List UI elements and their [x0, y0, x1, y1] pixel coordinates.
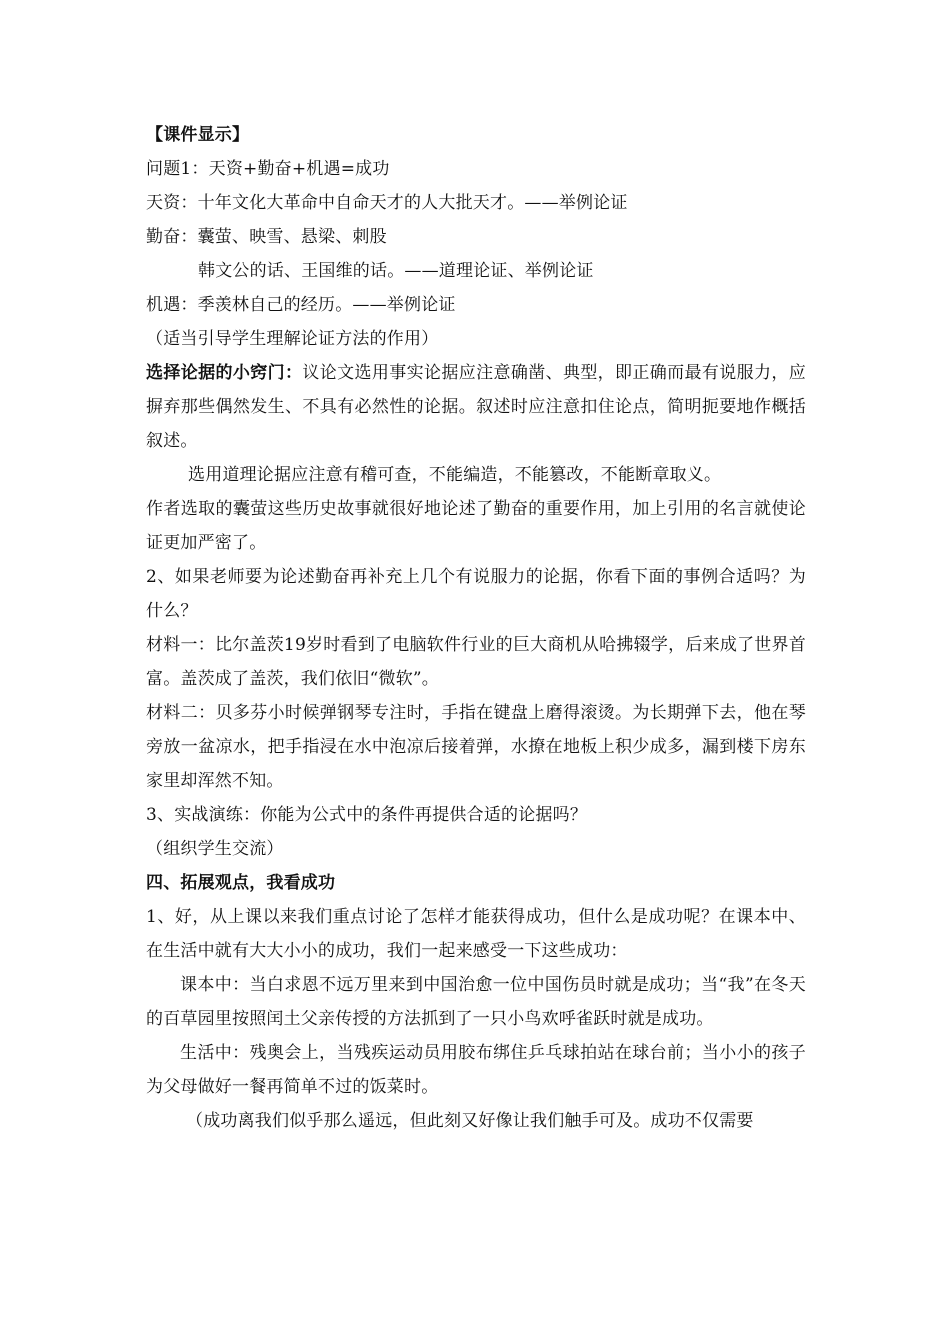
- note-1: （适当引导学生理解论证方法的作用）: [146, 329, 439, 349]
- question-1: 问题1：天资+勤奋+机遇=成功: [146, 159, 390, 179]
- line-qinfen: 勤奋：囊萤、映雪、悬梁、刺股: [146, 227, 387, 247]
- tip-text: 议论文选用事实论据应注意确凿、典型，即正确而最有说服力，应摒弃那些偶然发生、不具有必然性的论据。叙述时应注意扣住论点，简明扼要地作概括叙述。: [146, 363, 806, 451]
- line-tianzi: 天资：十年文化大革命中自命天才的人大批天才。——举例论证: [146, 193, 628, 213]
- section-4-heading: 四、拓展观点，我看成功: [146, 873, 336, 893]
- note-2: （组织学生交流）: [146, 839, 284, 859]
- question-3: 3、实战演练：你能为公式中的条件再提供合适的论据吗？: [146, 805, 588, 825]
- document-body: [146, 118, 806, 1138]
- section-heading: 【课件显示】: [146, 125, 250, 145]
- paragraph-life: 生活中：残奥会上，当残疾运动员用胶布绑住乒乓球拍站在球台前；当小小的孩子为父母做好一餐再简单不过的饭菜时。: [146, 1043, 806, 1097]
- line-qinfen-cont: 韩文公的话、王国维的话。——道理论证、举例论证: [198, 261, 594, 281]
- material-1: 材料一：比尔盖茨19岁时看到了电脑软件行业的巨大商机从哈拂辍学，后来成了世界首富。盖茨成了盖茨，我们依旧“微软”。: [146, 635, 806, 689]
- paragraph-1: 1、好，从上课以来我们重点讨论了怎样才能获得成功，但什么是成功呢？在课本中、在生活中就有大大小小的成功，我们一起来感受一下这些成功：: [146, 907, 806, 961]
- material-2: 材料二：贝多芬小时候弹钢琴专注时，手指在键盘上磨得滚烫。为长期弹下去，他在琴旁放一盆凉水，把手指浸在水中泡凉后接着弹，水撩在地板上积少成多，漏到楼下房东家里却浑然不知。: [146, 703, 806, 791]
- summary: 作者选取的囊萤这些历史故事就很好地论述了勤奋的重要作用，加上引用的名言就使论证更加严密了。: [146, 499, 806, 553]
- line-jiyu: 机遇：季羡林自己的经历。——举例论证: [146, 295, 456, 315]
- tip-label: 选择论据的小窍门：: [146, 363, 303, 383]
- paragraph-textbook: 课本中：当白求恩不远万里来到中国治愈一位中国伤员时就是成功；当“我”在冬天的百草园里按照闰土父亲传授的方法抓到了一只小鸟欢呼雀跃时就是成功。: [146, 975, 806, 1029]
- paragraph-end: （成功离我们似乎那么遥远，但此刻又好像让我们触手可及。成功不仅需要: [186, 1111, 754, 1131]
- question-2: 2、如果老师要为论述勤奋再补充上几个有说服力的论据，你看下面的事例合适吗？为什么？: [146, 567, 806, 621]
- tip-paragraph: [146, 356, 806, 458]
- tip-2: 选用道理论据应注意有稽可查，不能编造，不能篡改，不能断章取义。: [188, 465, 722, 485]
